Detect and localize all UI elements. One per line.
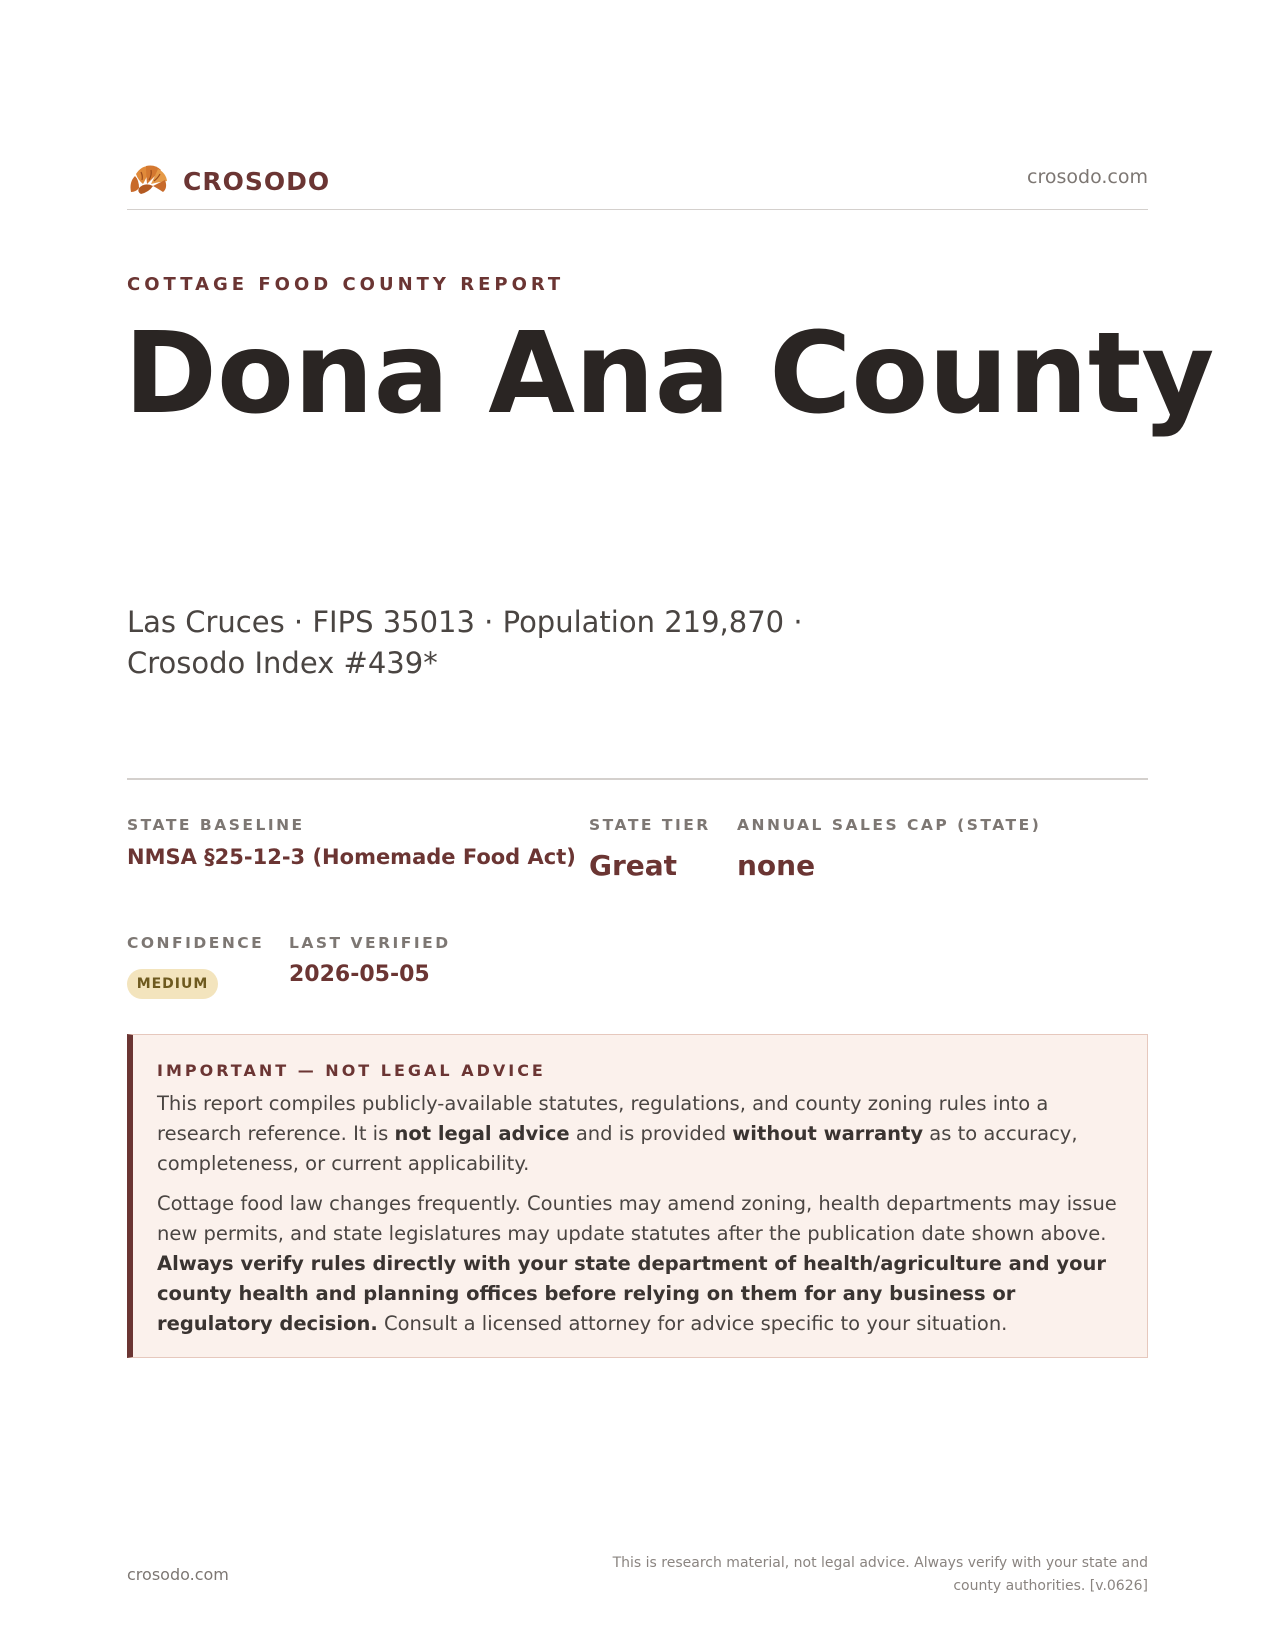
brand: [127, 162, 330, 200]
notice-paragraph: [157, 1189, 1127, 1339]
last-verified-label: LAST VERIFIED: [289, 934, 451, 952]
state-baseline-value: NMSA §25-12-3 (Homemade Food Act): [127, 845, 576, 869]
footer-disclaimer: This is research material, not legal advice. Always verify with your state and county authorities. [v.0626]: [612, 1555, 1148, 1594]
legal-notice: [127, 1034, 1148, 1358]
notice-text: as to accuracy, completeness, or current applicability.: [157, 1122, 1078, 1175]
notice-emphasis: not legal advice: [394, 1122, 570, 1145]
notice-text: Cottage food law changes frequently. Counties may amend zoning, health departments may issue new permits, and state legislatures may update statutes after the publication date shown above.: [157, 1192, 1117, 1245]
notice-heading: IMPORTANT — NOT LEGAL ADVICE: [157, 1061, 546, 1080]
report-subtitle: Las Cruces · FIPS 35013 · Population 219,870 · Crosodo Index #439*: [127, 605, 803, 680]
last-verified-value: 2026-05-05: [289, 962, 430, 987]
sales-cap-label: ANNUAL SALES CAP (STATE): [737, 816, 1042, 834]
state-tier-value: Great: [589, 849, 678, 882]
notice-text: This report compiles publicly-available statutes, regulations, and county zoning rules into a research reference. It is: [157, 1092, 1049, 1145]
section-divider: [127, 778, 1148, 780]
notice-paragraph: [157, 1089, 1127, 1179]
notice-text: Consult a licensed attorney for advice specific to your situation.: [377, 1312, 1008, 1335]
state-tier-label: STATE TIER: [589, 816, 711, 834]
header-url-link[interactable]: crosodo.com: [1027, 166, 1148, 188]
report-page: [124, 0, 1215, 1650]
sales-cap-value: none: [737, 849, 816, 882]
notice-emphasis: without warranty: [732, 1122, 924, 1145]
report-eyebrow: COTTAGE FOOD COUNTY REPORT: [127, 274, 565, 295]
page-title: Dona Ana County: [124, 309, 1215, 439]
confidence-label: CONFIDENCE: [127, 934, 265, 952]
croissant-icon: [127, 162, 169, 200]
notice-emphasis: Always verify rules directly with your state department of health/agriculture and your county health and planning offices before relying on them for any business or regulatory decision.: [157, 1252, 1107, 1335]
state-baseline-label: STATE BASELINE: [127, 816, 305, 834]
footer-url-link[interactable]: crosodo.com: [127, 1565, 229, 1584]
brand-name: CROSODO: [183, 166, 331, 196]
notice-body: [157, 1089, 1127, 1349]
notice-text: and is provided: [569, 1122, 733, 1145]
confidence-badge: MEDIUM: [127, 969, 218, 999]
page-header: [127, 158, 1148, 210]
